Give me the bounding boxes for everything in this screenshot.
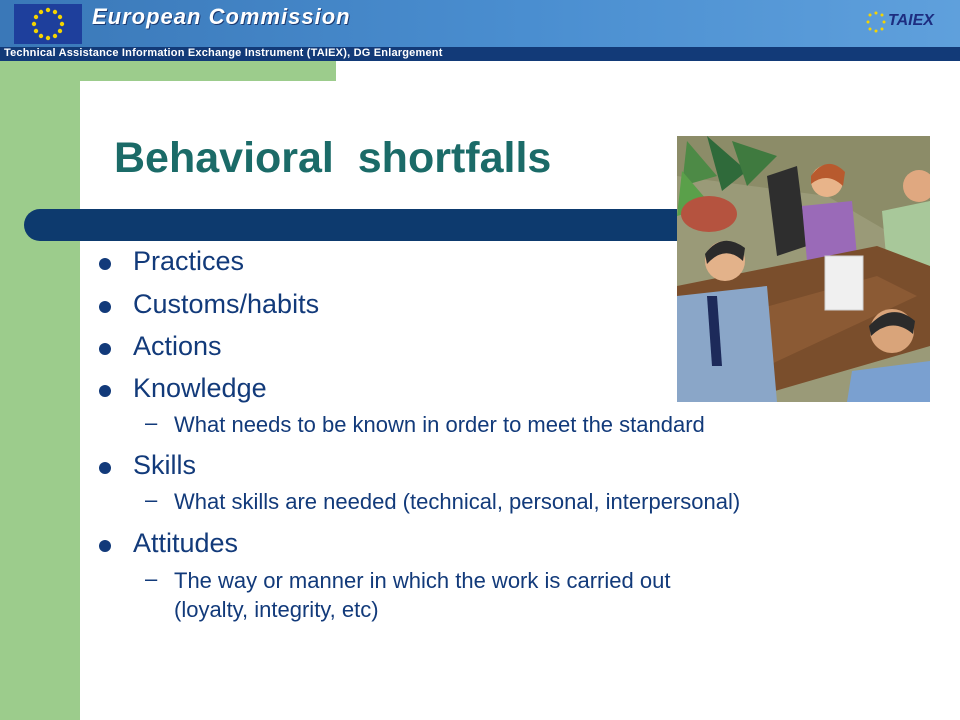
list-item-label: Actions	[133, 331, 222, 361]
bullet-icon	[99, 385, 111, 397]
green-top-strip	[80, 61, 336, 81]
bullet-icon	[99, 540, 111, 552]
list-item-label: Attitudes	[133, 528, 239, 558]
meeting-clipart-image	[677, 136, 930, 402]
header-banner	[0, 0, 960, 47]
eu-flag-icon	[14, 4, 82, 44]
bullet-icon	[99, 258, 111, 270]
header-title: European Commission	[92, 4, 351, 29]
dash-marker: –	[145, 487, 158, 512]
sub-list-item-text: What needs to be known in order to meet the standard	[174, 412, 705, 437]
bullet-icon	[99, 462, 111, 474]
list-item-label: Practices	[133, 246, 245, 276]
subheader-text: Technical Assistance Information Exchange Instrument (TAIEX), DG Enlargement	[4, 47, 443, 59]
dash-marker: –	[145, 410, 158, 435]
list-item-label: Knowledge	[133, 373, 267, 403]
list-item-label: Customs/habits	[133, 289, 320, 319]
taiex-logo-text: TAIEX	[888, 12, 934, 29]
list-item-label: Skills	[133, 450, 197, 480]
sub-list-item-text: What skills are needed (technical, personal, interpersonal)	[174, 489, 741, 514]
sub-list-item-text: The way or manner in which the work is carried out	[174, 568, 671, 593]
green-sidebar	[0, 61, 80, 720]
dash-marker: –	[145, 566, 158, 591]
subheader-bar	[0, 47, 960, 61]
sub-list-item-text: (loyalty, integrity, etc)	[174, 597, 379, 622]
slide-title: Behavioral shortfalls	[114, 134, 552, 182]
bullet-icon	[99, 343, 111, 355]
title-underline-bar	[24, 209, 684, 241]
bullet-icon	[99, 301, 111, 313]
